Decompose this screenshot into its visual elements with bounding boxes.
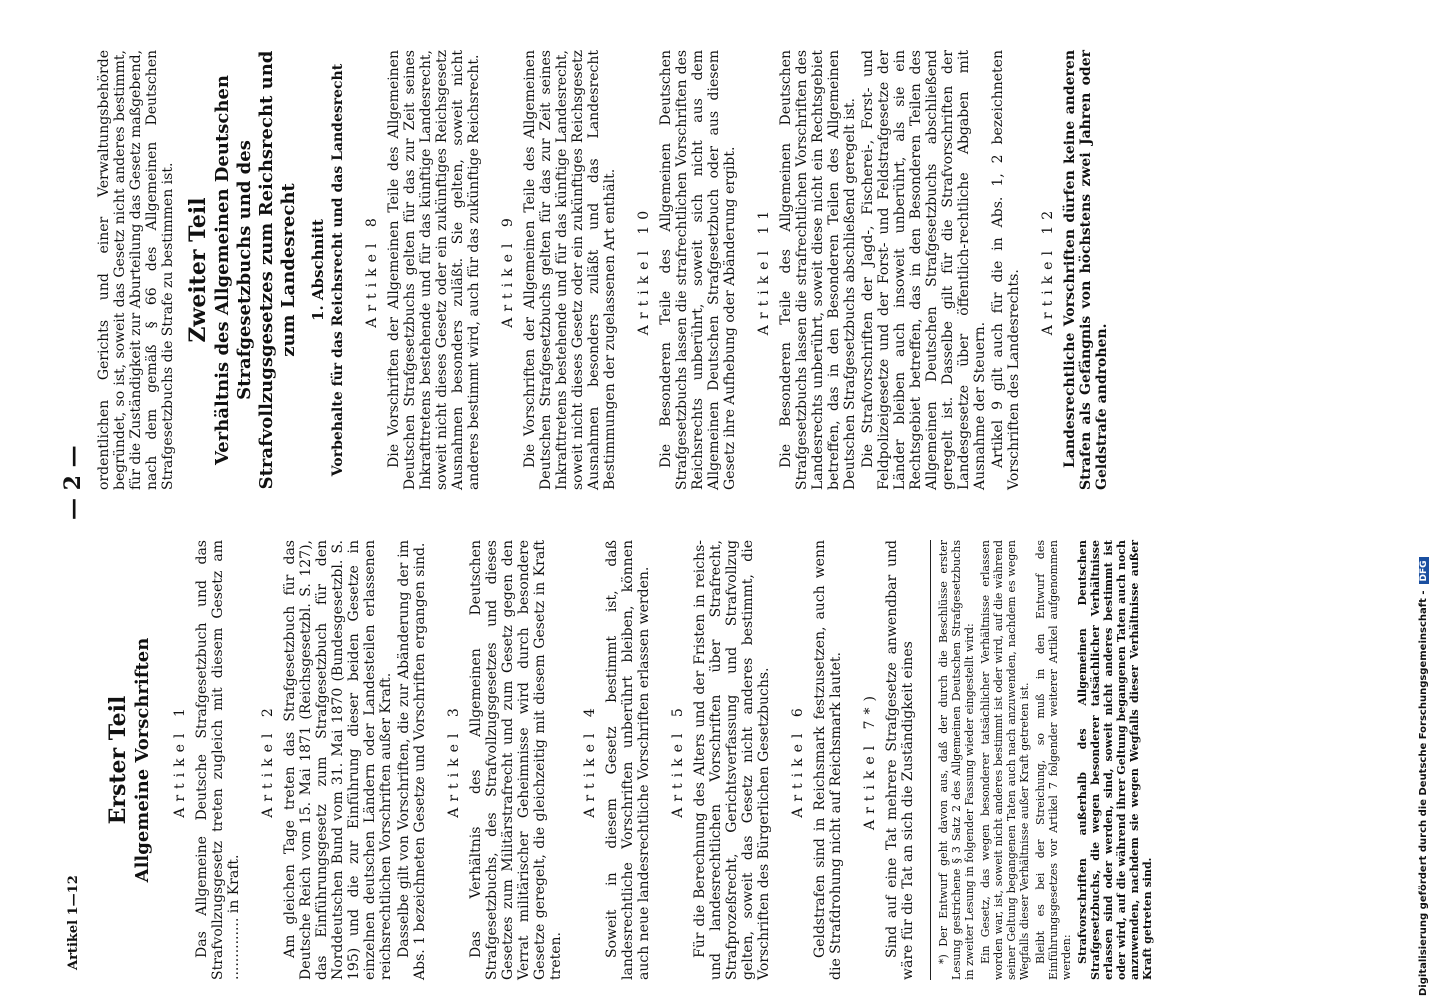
footnote: [930, 540, 1154, 980]
article-text: Die Vorschriften der Allgemeinen Teile des Allgemeinen Deutschen Strafgesetzbuchs gelten für das zur Zeit seines Inkrafttretens bestehende und für das künftige Landesrecht, soweit nicht dieses Gesetz oder ein zukünftiges Reichsgesetz Ausnahmen besonders zuläßt und das Landesrecht Bestimmungen der zugelassenen Art enthält.: [522, 50, 618, 490]
article-heading: Artikel 8: [364, 212, 380, 328]
digitization-credit: [1418, 6, 1432, 996]
article-text: ordentlichen Gerichts und einer Verwaltungsbehörde begründet, so ist, soweit das Gesetz nicht anderes bestimmt, für die Zuständigkeit zur Aburteilung das Gesetz maßgebend, nach dem gemäß § 66 des Allgemeinen Deutschen Strafgesetzbuchs die Strafe zu bestimmen ist.: [96, 49, 176, 490]
article-text: Artikel 9 gilt auch für die in Abs. 1, 2 bezeichneten Vorschriften des Landesrechts.: [990, 50, 1022, 490]
section-subheading: Vorbehalte für das Reichsrecht und das Landesrecht: [330, 63, 346, 477]
article-heading: Artikel 1: [172, 702, 188, 818]
article-text: Geldstrafen sind in Reichsmark festzusetzen, auch wenn die Strafdrohung nicht auf Reichsmark lautet.: [812, 540, 844, 980]
article-text: Die Vorschriften der Allgemeinen Teile des Allgemeinen Deutschen Strafgesetzbuchs gelten für das zur Zeit seines Inkrafttretens bestehende und für das künftige Landesrecht, soweit nicht dieses Gesetz oder ein zukünftiges Reichsgesetz Ausnahmen besonders zuläßt. Sie gelten, soweit nicht anderes bestimmt wird, auch für das zukünftige Reichsrecht.: [386, 50, 482, 490]
article-text: Für die Berechnung des Alters und der Fristen in reichs- und landesrechtlichen Vorschriften über Strafrecht, Strafprozeßrecht, Gerichtsverfassung und Strafvollzug gelten, soweit das Gesetz nicht anderes bestimmt, die Vorschriften des Bürgerlichen Gesetzbuchs.: [692, 540, 772, 980]
credit-text: [1418, 6, 1429, 996]
article-heading: Artikel 9: [500, 212, 516, 328]
article-heading: Artikel 6: [790, 702, 806, 818]
article-text: Soweit in diesem Gesetz bestimmt ist, daß landesrechtliche Vorschriften unberührt bleiben, können auch neue landesrechtliche Vorschriften erlassen werden.: [604, 540, 652, 980]
article-heading: Artikel 2: [260, 702, 276, 818]
right-column: [96, 50, 1112, 490]
article-text: Am gleichen Tage treten das Strafgesetzbuch für das Deutsche Reich vom 15. Mai 1871 (Reichsgesetzbl. S. 127), das Einführungsgesetz zum Strafgesetzbuch für den Norddeutschen Bund vom 31. Mai 1870 (Bundesgesetzbl. S. 195) und die zur Einführung dieser beiden Gesetze in einzelnen deutschen Ländern oder Landesteilen erlassenen reichsrechtlichen Vorschriften außer Kraft.: [282, 540, 394, 980]
article-text: Die Besonderen Teile des Allgemeinen Deutschen Strafgesetzbuchs lassen die strafrechtlichen Vorschriften des Reichsrechts unberührt, soweit sich nicht aus dem Allgemeinen Deutschen Strafgesetzbuch oder aus diesem Gesetz ihre Aufhebung oder Abänderung ergibt.: [658, 50, 738, 490]
credit-label: Digitalisierung gefördert durch die Deutsche Forschungsgemeinschaft -: [1418, 590, 1429, 996]
footnote-text: Ein Gesetz, das wegen besonderer tatsächlicher Verhältnisse erlassen worden war, ist, soweit nicht anderes bestimmt ist oder wird, auf die während seiner Geltung begangenen Taten auch nach anzuwenden, nachdem es wegen Wegfalls dieser Verhältnisse außer Kraft getreten ist.: [979, 540, 1031, 980]
article-text: Die Besonderen Teile des Allgemeinen Deutschen Strafgesetzbuchs lassen die strafrechtlichen Vorschriften des Landesrechts unberührt, soweit diese nicht ein Rechtsgebiet betreffen, das in den Besonderen Teilen des Allgemeinen Deutschen Strafgesetzbuchs abschließend geregelt ist.: [778, 50, 858, 490]
article-heading: Artikel 12: [1040, 204, 1056, 336]
article-heading: Artikel 7*): [862, 690, 878, 830]
running-head: Artikel 1—12: [66, 875, 81, 970]
article-text: Die Strafvorschriften der Jagd-, Fischerei-, Forst- und Feldpolizeigesetze und der Forst- und Feldstrafgesetze der Länder bleiben auch insoweit unberührt, als sie ein Rechtsgebiet betreffen, das in den Besonderen Teilen des Allgemeinen Deutschen Strafgesetzbuchs abschließend geregelt ist. Dasselbe gilt für die Strafvorschriften der Landesgesetze über öffentlich-rechtliche Abgaben mit Ausnahme der Steuern.: [860, 50, 988, 490]
part-title: Erster Teil: [105, 695, 131, 825]
article-text: Landesrechtliche Vorschriften dürfen keine anderen Strafen als Gefängnis von höchstens zwei Jahren oder Geldstrafe androhen.: [1062, 50, 1110, 490]
article-heading: Artikel 5: [670, 702, 686, 818]
part-subtitle: Verhältnis des Allgemeinen Deutschen Strafgesetzbuchs und des Strafvollzugsgesetzes zum Reichsrecht und zum Landesrecht: [212, 50, 299, 490]
part-subtitle: Allgemeine Vorschriften: [132, 637, 153, 883]
footnote-text: *) Der Entwurf geht davon aus, daß der durch die Beschlüsse erster Lesung gestrichene § 3 Satz 2 des Allgemeinen Deutschen Strafgesetzbuchs in zweiter Lesung in folgender Fassung wieder eingestellt wird:: [937, 540, 976, 980]
part-title: Zweiter Teil: [185, 197, 211, 343]
article-heading: Artikel 4: [582, 702, 598, 818]
article-text: Das Verhältnis des Allgemeinen Deutschen Strafgesetzbuchs, des Strafvollzugsgesetzes und dieses Gesetzes zum Militärstrafrecht und zum Gesetz gegen den Verrat militärischer Geheimnisse wird durch besondere Gesetze geregelt, die gleichzeitig mit diesem Gesetz in Kraft treten.: [468, 540, 564, 980]
article-text: Sind auf eine Tat mehrere Strafgesetze anwendbar und wäre für die Tat an sich die Zuständigkeit eines: [884, 540, 916, 980]
article-text: Dasselbe gilt von Vorschriften, die zur Abänderung der im Abs. 1 bezeichneten Gesetze und Vorschriften ergangen sind.: [396, 540, 428, 980]
left-column: [96, 540, 1157, 980]
section-heading: 1. Abschnitt: [309, 219, 327, 321]
dfg-logo: DFG: [1419, 557, 1429, 584]
footnote-text: Bleibt es bei der Streichung, so muß in den Entwurf des Einführungsgesetzes vor Artikel 7 folgender weiterer Artikel aufgenommen werden:: [1034, 540, 1073, 980]
page-number: — 2 —: [60, 445, 86, 520]
article-text: Das Allgemeine Deutsche Strafgesetzbuch und das Strafvollzugsgesetz treten zugleich mit diesem Gesetz am .............. in Kraft.: [194, 540, 242, 980]
footnote-text: Strafvorschriften außerhalb des Allgemeinen Deutschen Strafgesetzbuchs, die wegen besonderer tatsächlicher Verhältnisse erlassen sind oder werden, sind, soweit nicht anderes bestimmt ist oder wird, auf die während ihrer Geltung begangenen Taten auch noch anzuwenden, nachdem sie wegen Wegfalls dieser Verhältnisse außer Kraft getreten sind.: [1076, 540, 1154, 980]
article-heading: Artikel 10: [636, 204, 652, 336]
article-heading: Artikel 3: [446, 702, 462, 818]
article-heading: Artikel 11: [756, 204, 772, 336]
